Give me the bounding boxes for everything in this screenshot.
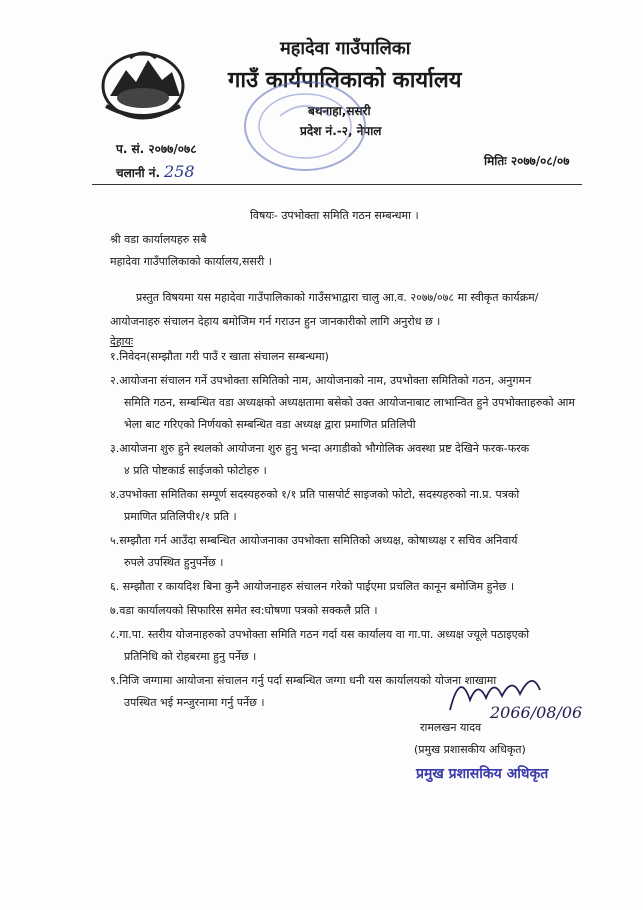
office-stamp-icon [240,76,370,176]
designation-stamp: प्रमुख प्रशासकिय अधिकृत [416,766,549,782]
letter-subject: विषयः- उपभोक्ता समिति गठन सम्बन्धमा । [250,209,419,222]
dispatch-number [116,162,195,181]
list-item: ९.निजि जग्गामा आयोजना संचालन गर्नु पर्दा सम्बन्धित जग्गा धनी यस कार्यालयको योजना शाखामा उपस्थित भई मन्जुरनामा गर्नु पर्नेछ । [110,674,497,709]
list-item: २.आयोजना संचालन गर्ने उपभोक्ता समितिको नाम, आयोजनाको नाम, उपभोक्ता समितिको गठन, अनुगमन समिति गठन, सम्बन्धित वडा अध्यक्षको अध्यक्षतामा बसेको उक्त आयोजनाबाट लाभान्वित हुने उपभोक्ताहरुको आम भेला बाट गरिएको निर्णयको सम्बन्धित वडा अध्यक्ष द्वारा प्रमाणित प्रतिलिपी [110,374,575,431]
nepal-emblem-icon [100,46,186,122]
list-item: ४.उपभोक्ता समितिका सम्पूर्ण सदस्यहरुको १/१ प्रति पासपोर्ट साइजको फोटो, सदस्यहरुको ना.प्र. पत्रको प्रमाणित प्रतिलिपी१/१ प्रति । [110,488,520,523]
list-item: १.निवेदन(सम्झौता गरी पाउँ र खाता संचालन सम्बन्धमा) [110,350,329,363]
list-heading: देहायः [110,335,134,348]
reference-number: प. सं. २०७७/०७८ [116,142,197,156]
list-item: ५.सम्झौता गर्न आउँदा सम्बन्धित आयोजनाका उपभोक्ता समितिको अध्यक्ष, कोषाध्यक्ष र सचिव अनिवार्य रुपले उपस्थित हुनुपर्नेछ । [110,534,518,569]
recipient-line-1: श्री वडा कार्यालयहरु सबै [110,233,207,246]
list-item: ७.वडा कार्यालयको सिफारिस समेत स्व:घोषणा पत्रको सक्कलै प्रति । [110,604,378,617]
office-address: बथनाहा,ससरी [308,104,371,118]
office-name: गाउँ कार्यपालिकाको कार्यालय [228,68,462,93]
signatory-title: (प्रमुख प्रशासकीय अधिकृत) [414,743,526,756]
list-item: ३.आयोजना शुरु हुने स्थलको आयोजना शुरु हुनु भन्दा अगाडीको भौगोलिक अवस्था प्रष्ट देखिने फरक-फरक ४ प्रति पोष्टकार्ड साईजको फोटोहरु । [110,442,530,477]
header-divider [92,184,582,185]
signature-icon [420,660,590,720]
signatory-name: रामलखन यादव [420,721,482,734]
letter-body: प्रस्तुत विषयमा यस महादेवा गाउँपालिकाको गाउँसभाद्वारा चालु आ.व. २०७७/०७८ मा स्वीकृत कार्यक्रम/आयोजनाहरु संचालन देहाय बमोजिम गर्न गराउन हुन जानकारीको लागि अनुरोध छ । [110,291,539,328]
province-line: प्रदेश नं.-२, नेपाल [300,124,382,138]
municipality-name: महादेवा गाउँपालिका [280,38,411,59]
recipient-line-2: महादेवा गाउँपालिकाको कार्यालय,ससरी । [110,255,272,268]
dispatch-value: 258 [164,162,195,181]
list-item: ८.गा.पा. स्तरीय योजनाहरुको उपभोक्ता समिति गठन गर्दा यस कार्यालय वा गा.पा. अध्यक्ष ज्यूले पठाइएको प्रतिनिधि को रोहबरमा हुनु पर्नेछ । [110,628,530,663]
list-item: ६. सम्झौता र कायदिश बिना कुनै आयोजनाहरु संचालन गरेको पाईएमा प्रचलित कानून बमोजिम हुनेछ । [110,580,515,593]
dispatch-label: चलानी नं. [116,166,161,180]
letter-date: मितिः २०७७/०८/०७ [484,154,570,168]
svg-text:2066/08/06: 2066/08/06 [490,703,583,720]
